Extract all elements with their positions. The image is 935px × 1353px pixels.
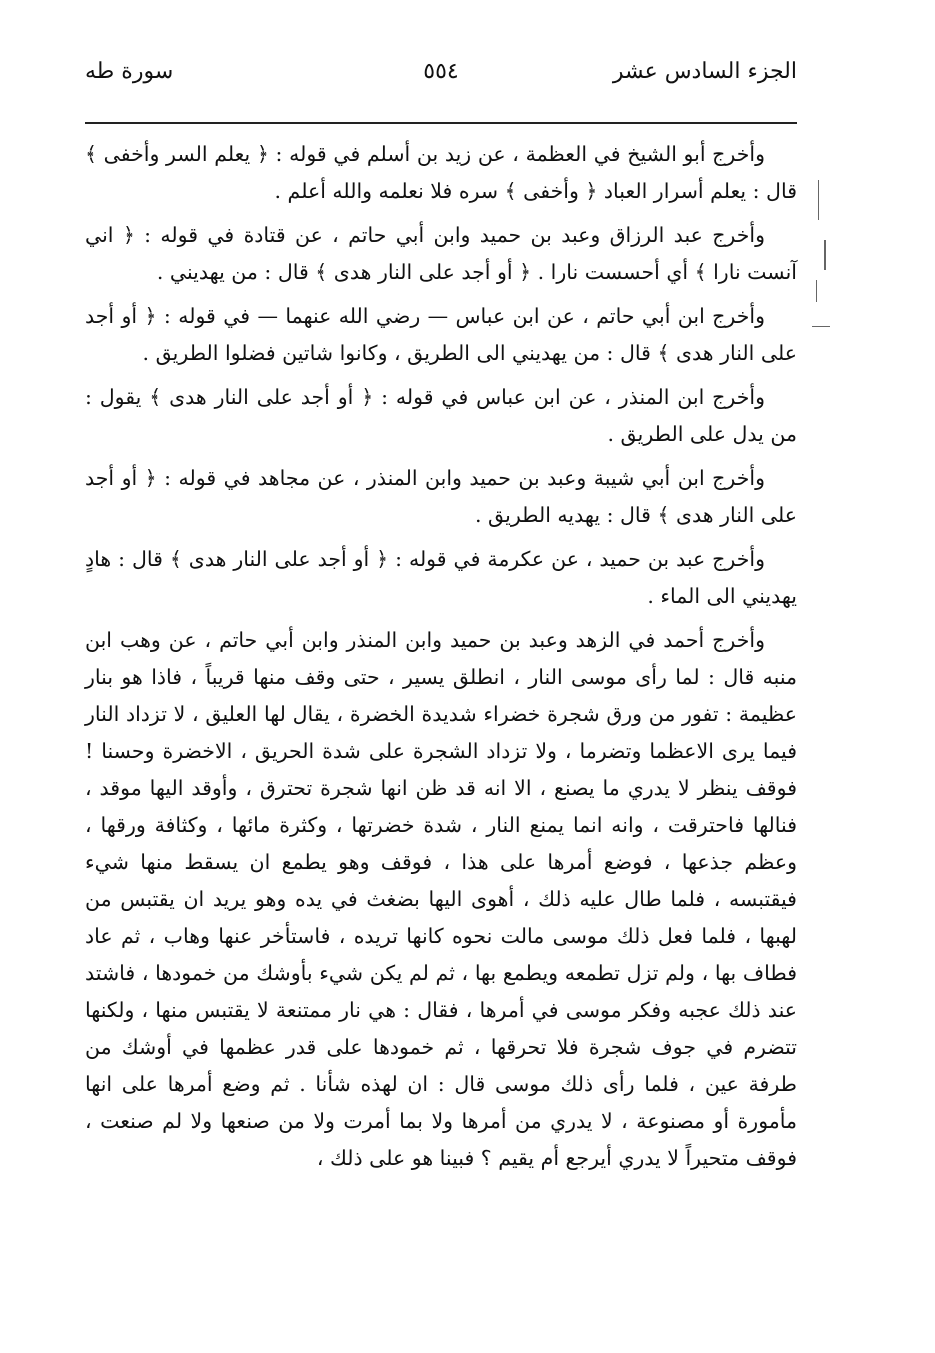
paragraph: وأخرج أبو الشيخ في العظمة ، عن زيد بن أسلم في قوله : ﴿ يعلم السر وأخفى ﴾ قال : يعلم أسرار العباد ﴿ وأخفى ﴾ سره فلا نعلمه والله أعلم . [85, 142, 797, 203]
page-number: ٥٥٤ [423, 59, 459, 84]
page-body [85, 136, 797, 1177]
book-page [85, 52, 797, 1177]
paragraph: وأخرج ابن أبي حاتم ، عن ابن عباس — رضي الله عنهما — في قوله : ﴿ أو أجد على النار هدى ﴾ قال : من يهديني الى الطريق ، وكانوا شاتين فضلوا الطريق . [85, 304, 797, 365]
paragraph: وأخرج عبد الرزاق وعبد بن حميد وابن أبي حاتم ، عن قتادة في قوله : ﴿ اني آنست نارا ﴾ أي أحسست نارا . ﴿ أو أجد على النار هدى ﴾ قال : من يهديني . [85, 223, 797, 284]
page-header [85, 52, 797, 92]
header-divider [85, 122, 797, 124]
paragraph: وأخرج ابن أبي شيبة وعبد بن حميد وابن المنذر ، عن مجاهد في قوله : ﴿ أو أجد على النار هدى ﴾ قال : يهديه الطريق . [85, 466, 797, 527]
paragraph: وأخرج أحمد في الزهد وعبد بن حميد وابن المنذر وابن أبي حاتم ، عن وهب ابن منبه قال : لما رأى موسى النار ، انطلق يسير ، حتى وقف منها قريباً ، فاذا هو بنار عظيمة : تفور من ورق شجرة خضراء شديدة الخضرة ، يقال لها العليق ، لا تزداد النار فيما يرى الاعظما وتضرما ، ولا تزداد الشجرة على شدة الحريق ، الاخضرة وحسنا ! فوقف ينظر لا يدري ما يصنع ، الا انه قد ظن انها شجرة تحترق ، وأوقد اليها موقد ، فنالها فاحترقت ، وانه انما يمنع النار ، شدة خضرتها ، وكثرة مائها ، وكثافة ورقها ، وعظم جذعها ، فوضع أمرها على هذا ، فوقف وهو يطمع ان يسقط منها شيء فيقتبسه ، فلما طال عليه ذلك ، أهوى اليها بضغث في يده وهو يريد ان يقتبس من لهبها ، فلما فعل ذلك موسى مالت نحوه كانها تريده ، فاستأخر عنها وهاب ، ثم عاد فطاف بها ، ولم تزل تطمعه ويطمع بها ، ثم لم يكن شيء بأوشك من خمودها ، فاشتد عند ذلك عجبه وفكر موسى في أمرها ، فقال : هي نار ممتنعة لا يقتبس منها ، ولكنها تتضرم في جوف شجرة فلا تحرقها ، ثم خمودها على قدر عظمها في أوشك من طرفة عين ، فلما رأى ذلك موسى قال : ان لهذه شأنا . ثم وضع أمرها على انها مأمورة أو مصنوعة ، لا يدري من أمرها ولا بما أمرت ولا من صنعها ولا لم صنعت ، فوقف متحيراً لا يدري أيرجع أم يقيم ؟ فبينا هو على ذلك ، [85, 628, 797, 1170]
surah-label: سورة طه [85, 59, 174, 84]
paragraph: وأخرج ابن المنذر ، عن ابن عباس في قوله : ﴿ أو أجد على النار هدى ﴾ يقول : من يدل على الطريق . [85, 385, 797, 446]
paragraph: وأخرج عبد بن حميد ، عن عكرمة في قوله : ﴿ أو أجد على النار هدى ﴾ قال : هادٍ يهديني الى الماء . [85, 547, 797, 608]
juz-label: الجزء السادس عشر [612, 59, 797, 84]
margin-scan-marks [812, 180, 842, 340]
